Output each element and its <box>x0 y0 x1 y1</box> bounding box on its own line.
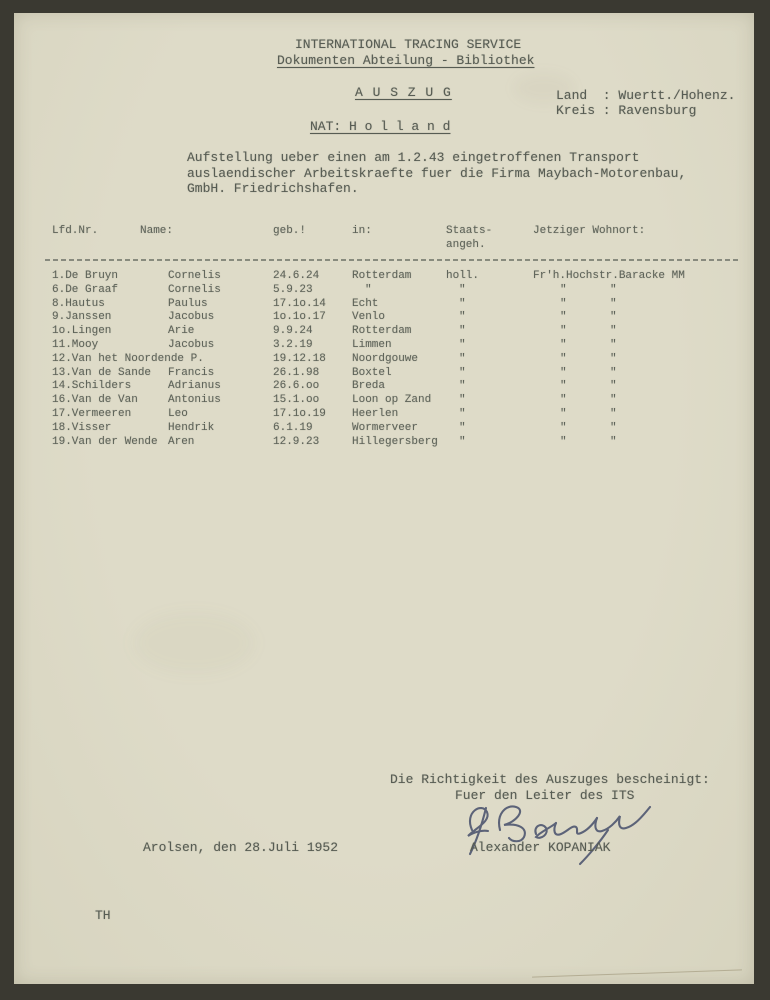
cell-nat: " <box>459 283 466 296</box>
intro-line-3: GmbH. Friedrichshafen. <box>187 181 359 196</box>
cell-w2: " <box>610 394 617 407</box>
cell-name: 1.De Bruyn <box>52 270 119 282</box>
col-header-nr: Lfd.Nr. <box>52 225 99 237</box>
col-header-name: Name: <box>140 225 174 237</box>
table-rows <box>14 270 754 449</box>
cell-geb: 15.1.oo <box>273 394 320 407</box>
cell-in: Wormerveer <box>352 421 419 434</box>
cell-in: Breda <box>352 380 386 393</box>
cell-geb: 26.6.oo <box>273 380 320 393</box>
table-row <box>14 367 754 381</box>
cell-name: 13.Van de Sande <box>52 366 152 379</box>
certification-line-1: Die Richtigkeit des Auszuges bescheinigt: <box>390 772 710 787</box>
cell-first: Cornelis <box>168 283 221 296</box>
table-row <box>14 436 754 450</box>
cell-nat: " <box>459 407 466 420</box>
cell-w1: " <box>560 421 567 434</box>
cell-w2: " <box>610 435 617 448</box>
table-row <box>14 380 754 394</box>
cell-w2: " <box>610 366 617 379</box>
cell-w2: " <box>610 325 617 338</box>
cell-in: Echt <box>352 297 379 310</box>
cell-first: Adrianus <box>168 380 221 393</box>
col-header-wohnort: Jetziger Wohnort: <box>533 225 646 237</box>
cell-geb: 12.9.23 <box>273 435 320 448</box>
cell-nat: " <box>459 421 466 434</box>
cell-w2: " <box>610 297 617 310</box>
handwritten-signature <box>442 796 677 868</box>
table-row <box>14 422 754 436</box>
cell-geb: 17.1o.14 <box>273 297 326 310</box>
cell-geb: 6.1.19 <box>273 421 313 434</box>
cell-geb: 5.9.23 <box>273 283 313 296</box>
document-paper <box>14 13 754 984</box>
cell-w1: " <box>560 366 567 379</box>
cell-w1: " <box>560 435 567 448</box>
cell-w1: " <box>560 297 567 310</box>
cell-name: 9.Janssen <box>52 311 112 324</box>
typist-initials: TH <box>95 908 111 923</box>
intro-line-1: Aufstellung ueber einen am 1.2.43 eingetroffenen Transport <box>187 150 640 165</box>
cell-in: Venlo <box>352 311 386 324</box>
cell-w2: " <box>610 283 617 296</box>
table-row <box>14 311 754 325</box>
cell-geb: 3.2.19 <box>273 338 313 351</box>
dashed-separator <box>45 259 738 261</box>
cell-name: 11.Mooy <box>52 338 99 351</box>
table-row <box>14 284 754 298</box>
cell-first: Hendrik <box>168 421 215 434</box>
cell-name: 18.Visser <box>52 421 112 434</box>
cell-first: Arie <box>168 325 195 338</box>
cell-w2: " <box>610 407 617 420</box>
document-title: A U S Z U G <box>355 85 452 100</box>
cell-w2: " <box>610 338 617 351</box>
cell-name: 17.Vermeeren <box>52 407 132 420</box>
cell-in: Loon op Zand <box>352 394 432 407</box>
cell-name: 12.Van het Noordende P. <box>52 352 204 365</box>
col-header-in: in: <box>352 225 372 237</box>
cell-nat: " <box>459 325 466 338</box>
cell-in: Noordgouwe <box>352 352 419 365</box>
cell-in: Hillegersberg <box>352 435 438 448</box>
cell-in: Boxtel <box>352 366 392 379</box>
cell-nat: " <box>459 338 466 351</box>
org-department-line: Dokumenten Abteilung - Bibliothek <box>277 53 535 68</box>
cell-w1: " <box>560 407 567 420</box>
cell-geb: 24.6.24 <box>273 270 320 282</box>
table-row <box>14 298 754 312</box>
cell-in: Limmen <box>352 338 392 351</box>
col-header-geb: geb.! <box>273 225 307 237</box>
col-header-staatsangeh-1: Staats- <box>446 225 493 237</box>
cell-w2: " <box>610 352 617 365</box>
cell-name: 6.De Graaf <box>52 283 119 296</box>
place-and-date: Arolsen, den 28.Juli 1952 <box>143 840 339 855</box>
table-row <box>14 394 754 408</box>
cell-first: Leo <box>168 407 188 420</box>
paper-stain <box>134 613 254 673</box>
cell-first: Jacobus <box>168 311 215 324</box>
cell-nat: " <box>459 297 466 310</box>
table-row <box>14 339 754 353</box>
cell-first: Francis <box>168 366 215 379</box>
cell-nat: " <box>459 394 466 407</box>
cell-in: Rotterdam <box>352 270 412 282</box>
cell-w2: " <box>610 380 617 393</box>
cell-first: Antonius <box>168 394 221 407</box>
cell-name: 16.Van de Van <box>52 394 138 407</box>
cell-w1: " <box>560 283 567 296</box>
cell-nat: holl. <box>446 270 480 282</box>
cell-w2: " <box>610 421 617 434</box>
cell-nat: " <box>459 380 466 393</box>
cell-w1: " <box>560 352 567 365</box>
col-header-staatsangeh-2: angeh. <box>446 239 486 251</box>
cell-name: 19.Van der Wende <box>52 435 158 448</box>
cell-name: 1o.Lingen <box>52 325 112 338</box>
cell-in: " <box>365 283 372 296</box>
cell-geb: 1o.1o.17 <box>273 311 326 324</box>
cell-in: Heerlen <box>352 407 399 420</box>
cell-w1: " <box>560 394 567 407</box>
land-field: Land : Wuertt./Hohenz. <box>556 88 736 103</box>
cell-first: Jacobus <box>168 338 215 351</box>
cell-first: Cornelis <box>168 270 221 282</box>
nationality-line: NAT: H o l l a n d <box>310 119 451 134</box>
kreis-field: Kreis : Ravensburg <box>556 103 697 118</box>
cell-nat: " <box>459 352 466 365</box>
cell-geb: 17.1o.19 <box>273 407 326 420</box>
certification-line-2: Fuer den Leiter des ITS <box>455 788 635 803</box>
cell-in: Rotterdam <box>352 325 412 338</box>
cell-geb: 26.1.98 <box>273 366 320 379</box>
cell-w2: " <box>610 311 617 324</box>
cell-geb: 9.9.24 <box>273 325 313 338</box>
cell-first: Aren <box>168 435 195 448</box>
cell-w1: " <box>560 380 567 393</box>
signatory-name: Alexander KOPANIAK <box>470 840 611 855</box>
cell-name: 8.Hautus <box>52 297 105 310</box>
table-row <box>14 408 754 422</box>
cell-w1: " <box>560 338 567 351</box>
cell-w: Fr'h.Hochstr.Baracke MM <box>533 270 685 282</box>
cell-w1: " <box>560 325 567 338</box>
org-name-line: INTERNATIONAL TRACING SERVICE <box>295 37 522 52</box>
table-row <box>14 270 754 284</box>
table-row <box>14 325 754 339</box>
cell-nat: " <box>459 366 466 379</box>
intro-line-2: auslaendischer Arbeitskraefte fuer die Firma Maybach-Motorenbau, <box>187 165 687 181</box>
cell-name: 14.Schilders <box>52 380 132 393</box>
cell-nat: " <box>459 311 466 324</box>
table-row <box>14 353 754 367</box>
cell-nat: " <box>459 435 466 448</box>
cell-w1: " <box>560 311 567 324</box>
paper-edge-artifact <box>532 969 742 977</box>
cell-first: Paulus <box>168 297 208 310</box>
cell-geb: 19.12.18 <box>273 352 326 365</box>
